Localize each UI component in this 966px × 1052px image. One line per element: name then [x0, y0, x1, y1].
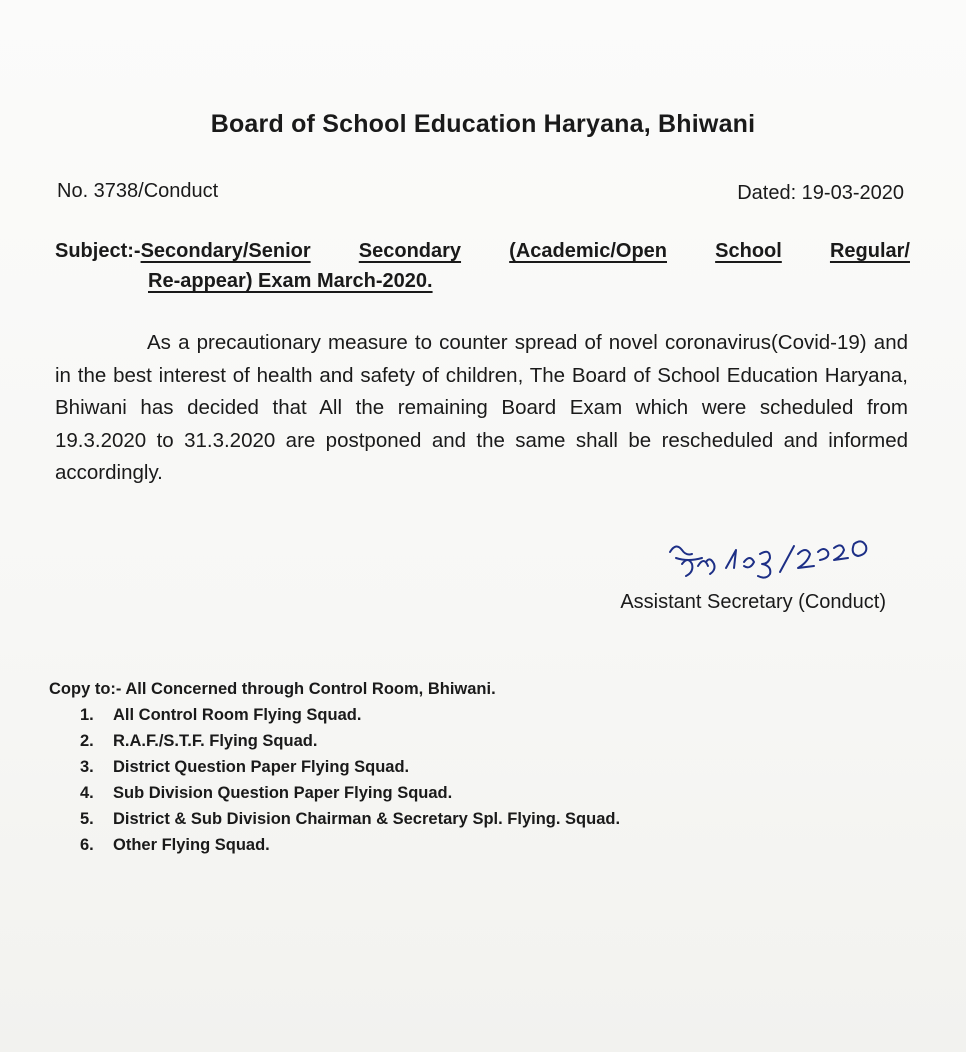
reference-number: No. 3738/Conduct [57, 180, 219, 202]
handwritten-signature [640, 524, 890, 584]
signatory-title: Assistant Secretary (Conduct) [620, 591, 886, 613]
subject-block [55, 236, 910, 296]
subject-label: Subject:- [55, 240, 141, 262]
document-date: Dated: 19-03-2020 [737, 182, 904, 204]
list-item [80, 810, 620, 836]
list-item-number: 5. [80, 810, 94, 828]
list-item [80, 758, 620, 784]
list-item-number: 2. [80, 732, 94, 750]
list-item-number: 3. [80, 758, 94, 776]
list-item [80, 732, 620, 758]
copy-to-intro: Copy to:- All Concerned through Control Room, Bhiwani. [49, 680, 496, 698]
list-item-number: 6. [80, 836, 94, 854]
list-item-text: District & Sub Division Chairman & Secretary Spl. Flying. Squad. [113, 810, 621, 828]
list-item-text: Other Flying Squad. [113, 836, 270, 854]
list-item-number: 1. [80, 706, 94, 724]
copy-to-list [80, 706, 620, 862]
body-paragraph: As a precautionary measure to counter spread of novel coronavirus(Covid-19) and in the best interest of health and safety of children, The Board of School Education Haryana, Bhiwani has decided that All the remaining Board Exam which were scheduled from 19.3.2020 to 31.3.2020 are postponed and the same shall be rescheduled and informed accordingly. [55, 331, 908, 484]
list-item-number: 4. [80, 784, 94, 802]
list-item-text: District Question Paper Flying Squad. [113, 758, 410, 776]
subject-word: Secondary [358, 240, 462, 262]
document-heading: Board of School Education Haryana, Bhiwani [210, 110, 756, 138]
list-item-text: Sub Division Question Paper Flying Squad. [113, 784, 453, 802]
subject-word: Secondary/Senior [140, 240, 311, 262]
subject-text-first [55, 236, 311, 266]
subject-line-1 [55, 236, 910, 266]
list-item-text: R.A.F./S.T.F. Flying Squad. [113, 732, 318, 750]
list-item [80, 784, 620, 810]
subject-word: Regular/ [829, 240, 910, 262]
subject-word: School [715, 240, 782, 262]
subject-continuation: Re-appear) Exam March-2020. [148, 270, 433, 292]
list-item [80, 706, 620, 732]
list-item [80, 836, 620, 862]
subject-word: (Academic/Open [509, 240, 667, 262]
list-item-text: All Control Room Flying Squad. [113, 706, 362, 724]
subject-line-2 [55, 266, 910, 296]
